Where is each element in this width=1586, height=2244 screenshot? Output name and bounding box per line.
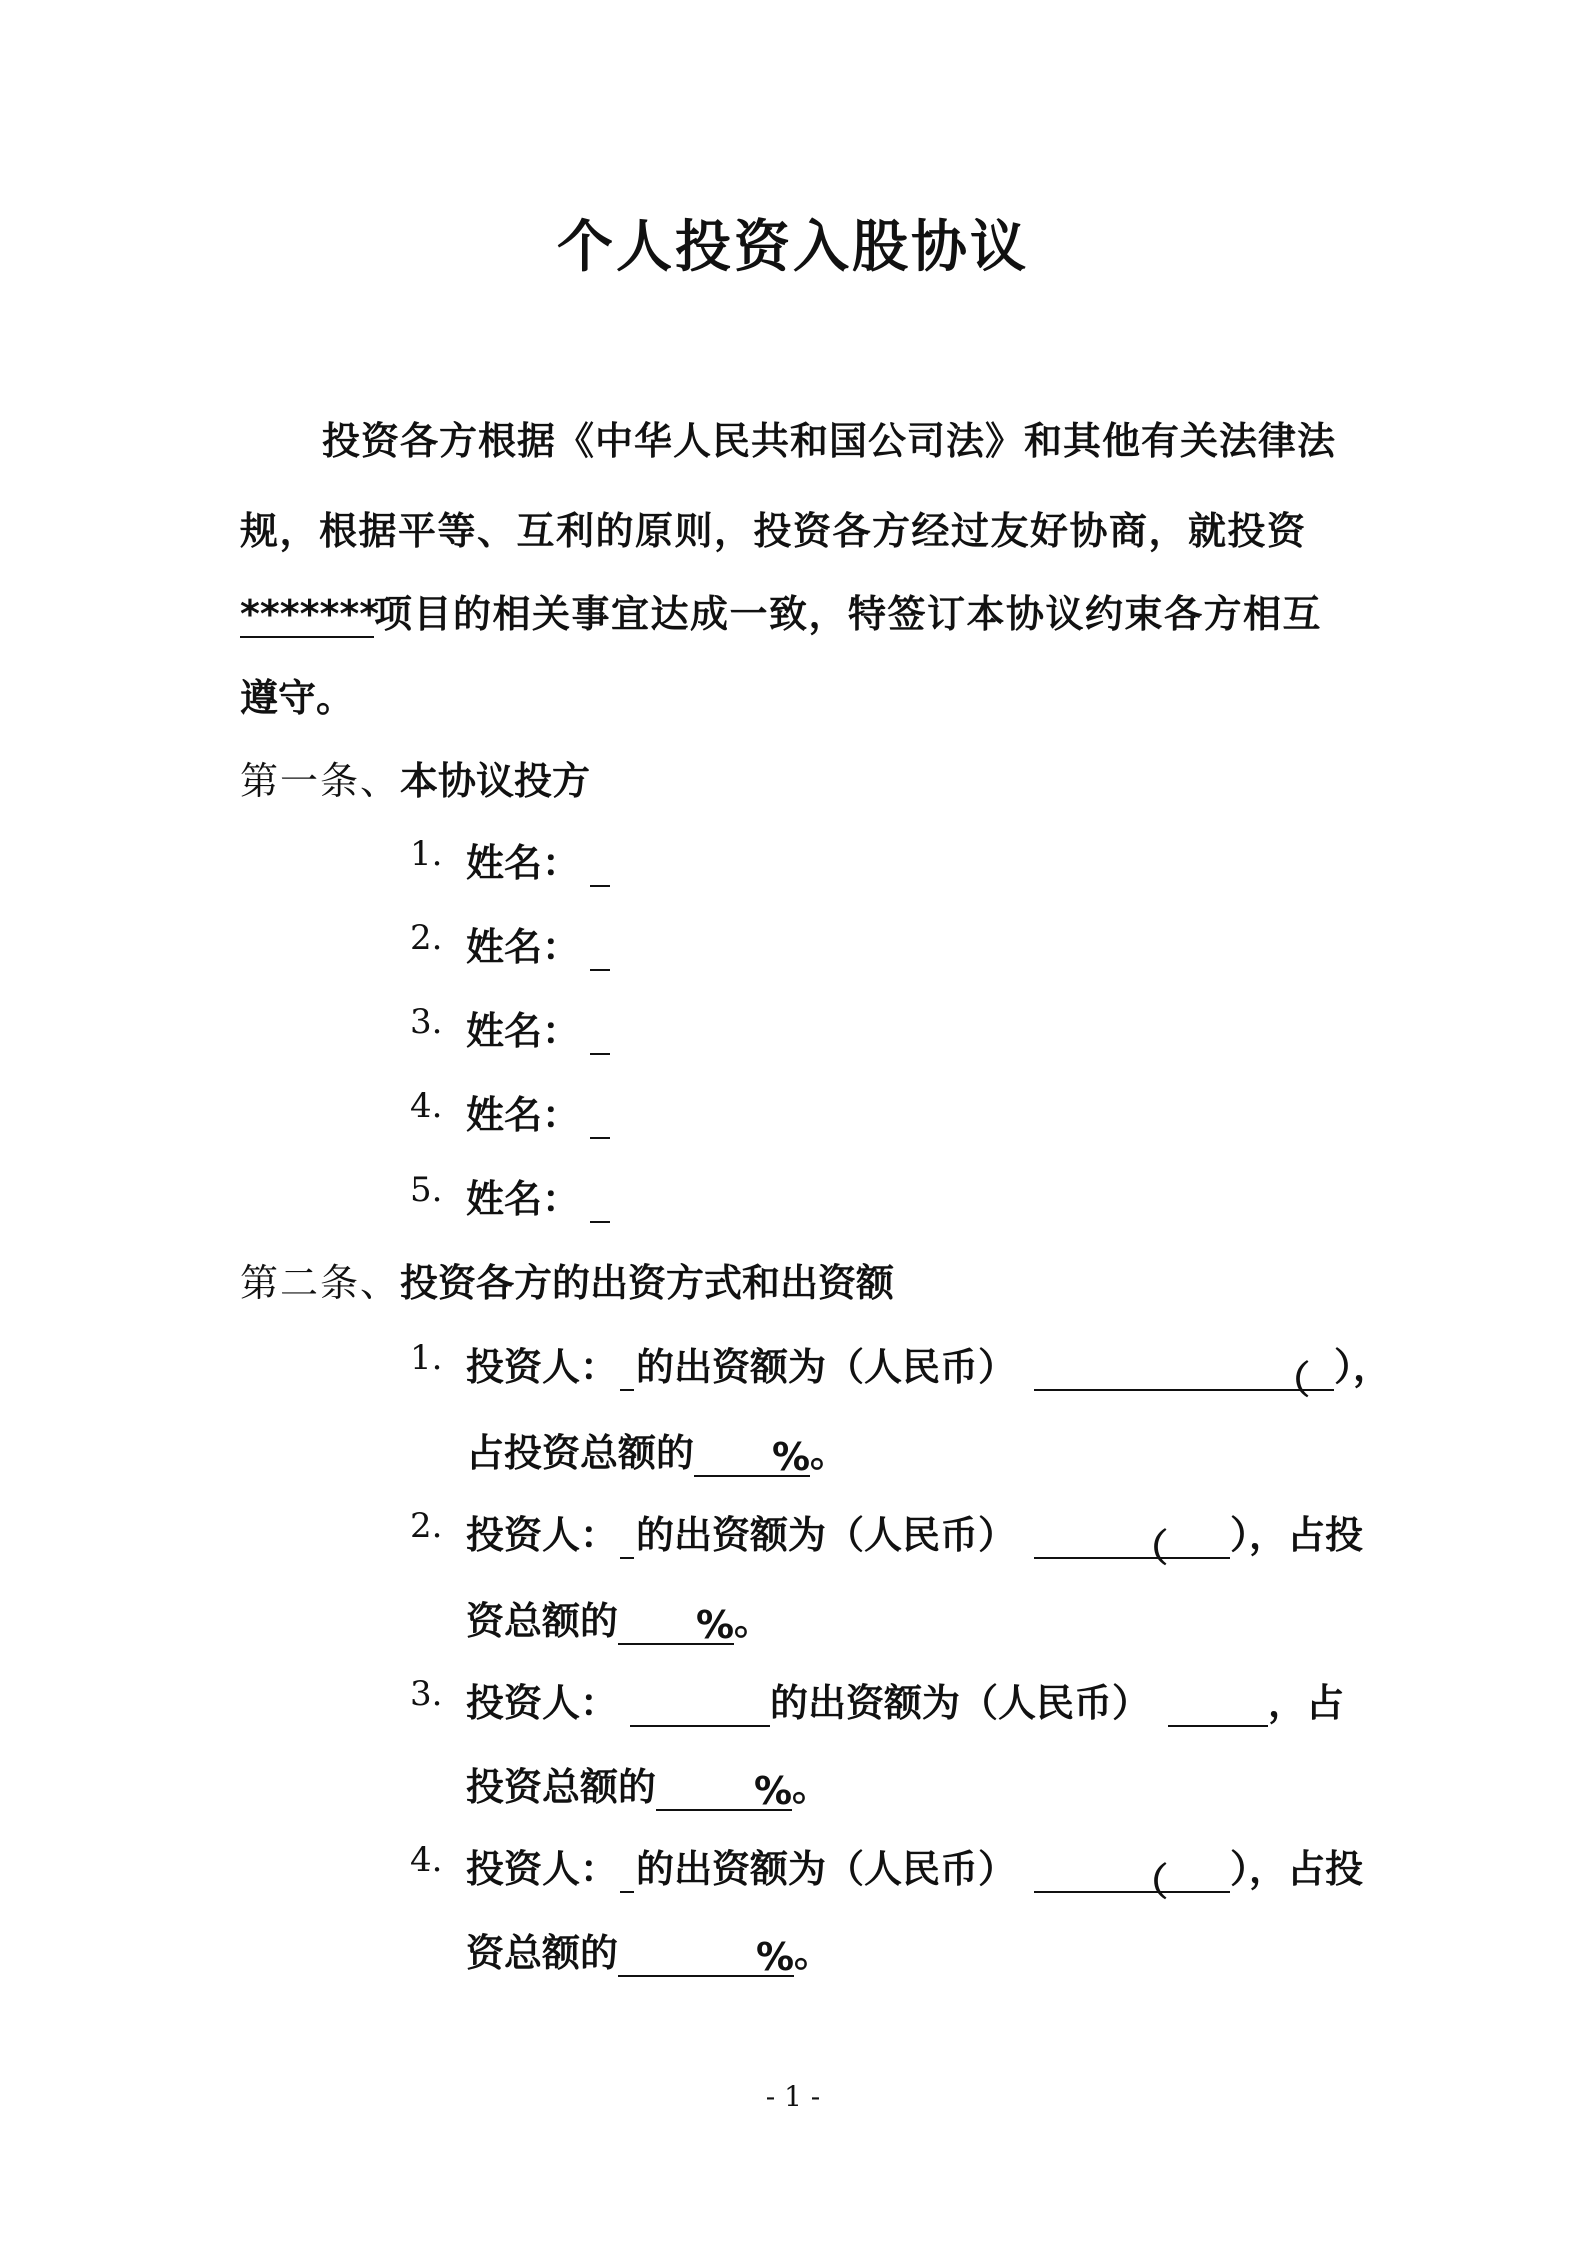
period: 。	[810, 1431, 849, 1475]
project-name-blank: *******	[240, 592, 380, 636]
name-item-3	[466, 1000, 610, 1055]
name-item-5	[466, 1168, 610, 1223]
paren-open: （	[1130, 1860, 1169, 1904]
investor-name-blank	[620, 1349, 634, 1391]
investor-1-line-1	[466, 1336, 1392, 1402]
amount-paren-group	[1230, 1349, 1311, 1402]
amount-label: 的出资额为（人民币）	[636, 1847, 1017, 1891]
paren-close: ）	[1230, 1847, 1250, 1891]
share-prefix: 占投	[1287, 1513, 1364, 1557]
name-label: 姓名：	[466, 841, 581, 885]
investor-2-line-1	[466, 1504, 1364, 1570]
name-label: 姓名：	[466, 1009, 581, 1053]
name-label: 姓名：	[466, 1093, 581, 1137]
name-blank	[590, 1097, 610, 1139]
name-item-1	[466, 832, 610, 887]
name-item-3-number: 3.	[410, 1002, 443, 1042]
intro-line-1: 投资各方根据《中华人民共和国公司法》和其他有关法律法	[322, 419, 1337, 463]
name-item-2	[466, 916, 610, 971]
period: 。	[794, 1931, 833, 1975]
investor-name-blank	[630, 1685, 770, 1727]
investor-3-line-1	[466, 1672, 1344, 1727]
investor-4-line-1	[466, 1838, 1364, 1904]
name-item-4	[466, 1084, 610, 1139]
amount-label: 的出资额为（人民币）	[770, 1681, 1151, 1725]
name-item-2-number: 2.	[410, 918, 443, 958]
investor-1-line-2	[466, 1422, 848, 1477]
share-label: 资总额的	[466, 1931, 619, 1975]
name-label: 姓名：	[466, 925, 581, 969]
article-2-title: 投资各方的出资方式和出资额	[400, 1261, 895, 1305]
paren-close: ）	[1334, 1345, 1354, 1389]
comma: ，	[1353, 1345, 1392, 1389]
comma: ，	[1249, 1847, 1288, 1891]
share-blank	[694, 1435, 810, 1477]
share-blank	[618, 1603, 734, 1645]
amount-label: 的出资额为（人民币）	[636, 1345, 1017, 1389]
share-blank	[656, 1769, 792, 1811]
share-label: 占投资总额的	[466, 1431, 695, 1475]
investor-3-line-2	[466, 1756, 830, 1811]
amount-blank	[1168, 1685, 1268, 1727]
name-item-5-number: 5.	[410, 1170, 443, 1210]
amount-blank-left	[1034, 1349, 1230, 1391]
share-label: 投资总额的	[466, 1765, 657, 1809]
percent-sign: %	[771, 1435, 811, 1479]
intro-line-4: 遵守。	[240, 676, 355, 720]
paren-open: （	[1272, 1358, 1311, 1402]
comma: ，	[1268, 1681, 1307, 1725]
name-item-4-number: 4.	[410, 1086, 443, 1126]
percent-sign: %	[753, 1769, 793, 1813]
document-title: 个人投资入股协议	[557, 215, 1029, 280]
investor-3-number: 3.	[410, 1674, 443, 1714]
name-blank	[590, 929, 610, 971]
share-prefix: 占投	[1287, 1847, 1364, 1891]
page-number: - 1 -	[765, 2080, 821, 2113]
amount-blank	[1034, 1517, 1230, 1570]
investor-2-line-2	[466, 1590, 772, 1645]
name-blank	[590, 845, 610, 887]
comma: ，	[1249, 1513, 1288, 1557]
share-blank	[618, 1935, 794, 1977]
amount-blank	[1034, 1851, 1230, 1904]
amount-label: 的出资额为（人民币）	[636, 1513, 1017, 1557]
investor-name-blank	[620, 1851, 634, 1893]
article-1-lead: 第一条、	[240, 759, 401, 803]
name-blank	[590, 1181, 610, 1223]
name-item-1-number: 1.	[410, 834, 443, 874]
intro-line-3	[240, 583, 1350, 638]
investor-1-number: 1.	[410, 1338, 443, 1378]
intro-line-2: 规，根据平等、互利的原则，投资各方经过友好协商，就投资	[240, 509, 1307, 553]
article-2-lead: 第二条、	[240, 1261, 401, 1305]
investor-4-number: 4.	[410, 1840, 443, 1880]
article-2-heading	[240, 1252, 894, 1307]
investor-2-number: 2.	[410, 1506, 443, 1546]
amount-paren-inner	[1310, 1349, 1334, 1391]
article-1-title: 本协议投方	[400, 759, 591, 803]
paren-close: ）	[1230, 1513, 1250, 1557]
name-label: 姓名：	[466, 1177, 581, 1221]
name-blank	[590, 1013, 610, 1055]
investor-label: 投资人：	[466, 1345, 619, 1389]
article-1-heading	[240, 750, 590, 805]
period: 。	[734, 1599, 773, 1643]
investor-label: 投资人：	[466, 1681, 619, 1725]
share-label: 资总额的	[466, 1599, 619, 1643]
investor-4-line-2	[466, 1922, 832, 1977]
paren-open: （	[1130, 1526, 1169, 1570]
period: 。	[792, 1765, 831, 1809]
intro-line-3-text: 项目的相关事宜达成一致，特签订本协议约束各方相互	[374, 592, 1323, 636]
investor-name-blank	[620, 1517, 634, 1559]
percent-sign: %	[695, 1603, 735, 1647]
share-prefix: 占	[1306, 1681, 1345, 1725]
percent-sign: %	[755, 1935, 795, 1979]
investor-label: 投资人：	[466, 1847, 619, 1891]
investor-label: 投资人：	[466, 1513, 619, 1557]
